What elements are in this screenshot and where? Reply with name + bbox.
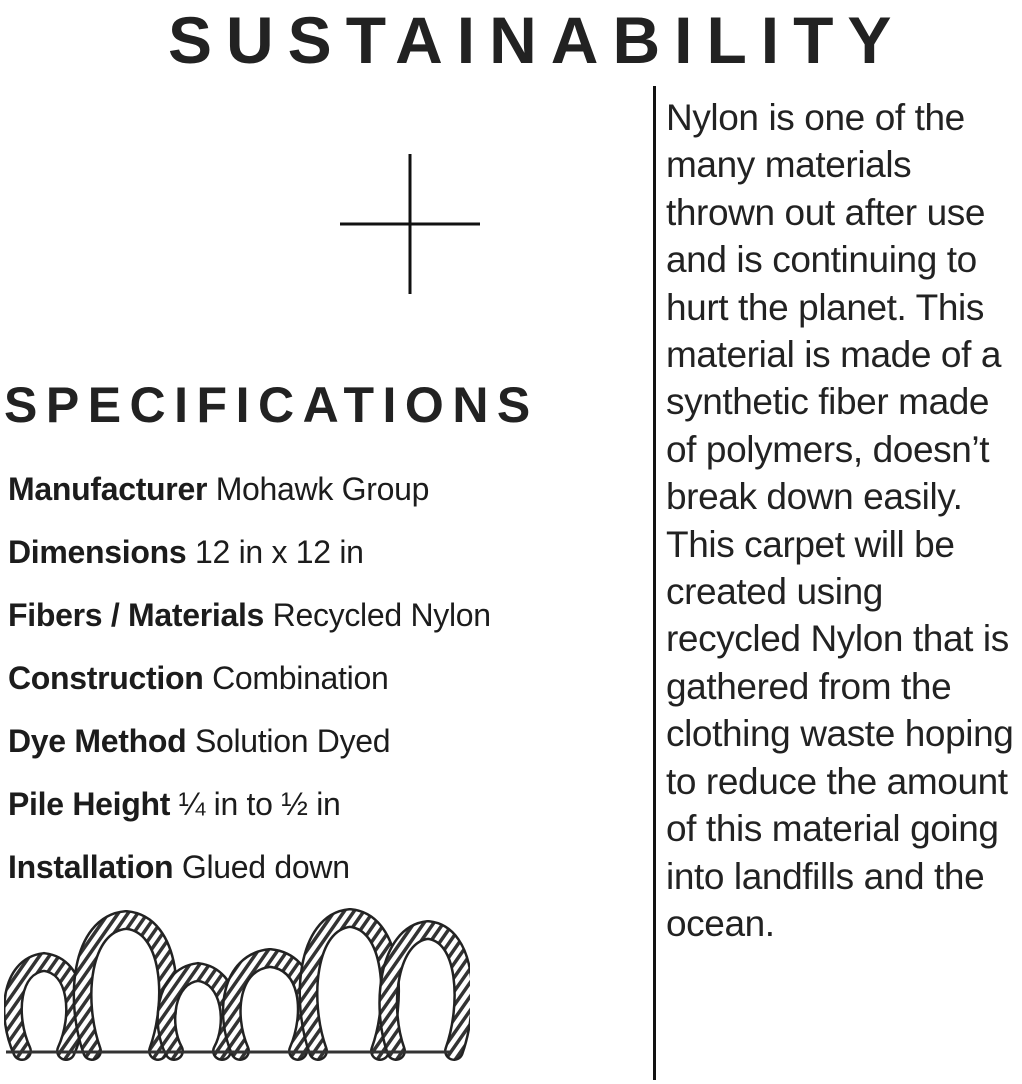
vertical-divider [653,86,656,1080]
spec-value: Solution Dyed [194,723,391,759]
plus-icon [340,154,480,294]
sustainability-description: Nylon is one of the many materials thrown out after use and is continuing to hurt the planet. This material is made of a synthetic fiber made of polymers, doesn’t break down easily. This carpet will be created using recycled Nylon that is gathered from the clothing waste hoping to reduce the amount of this material going into landfills and the ocean. [666,97,1014,944]
spec-value: Glued down [181,849,350,885]
spec-label: Dimensions [8,534,187,570]
spec-label: Construction [8,660,204,696]
spec-label: Pile Height [8,786,171,822]
specifications-heading: SPECIFICATIONS [4,377,539,433]
spec-value: ¼ in to ½ in [178,786,341,822]
spec-row-dye-method [8,718,491,781]
spec-label: Dye Method [8,723,187,759]
spec-row-manufacturer [8,466,491,529]
spec-row-construction [8,655,491,718]
spec-value: 12 in x 12 in [194,534,364,570]
spec-value: Mohawk Group [215,471,430,507]
spec-value: Combination [212,660,389,696]
spec-row-fibers [8,592,491,655]
spec-label: Manufacturer [8,471,208,507]
spec-label: Fibers / Materials [8,597,265,633]
spec-row-installation [8,844,491,907]
specifications-list [8,466,491,907]
spec-row-pile-height [8,781,491,844]
spec-value: Recycled Nylon [272,597,491,633]
spec-label: Installation [8,849,174,885]
carpet-loop-illustration [4,906,470,1064]
spec-row-dimensions [8,529,491,592]
page-title: SUSTAINABILITY [168,3,906,77]
